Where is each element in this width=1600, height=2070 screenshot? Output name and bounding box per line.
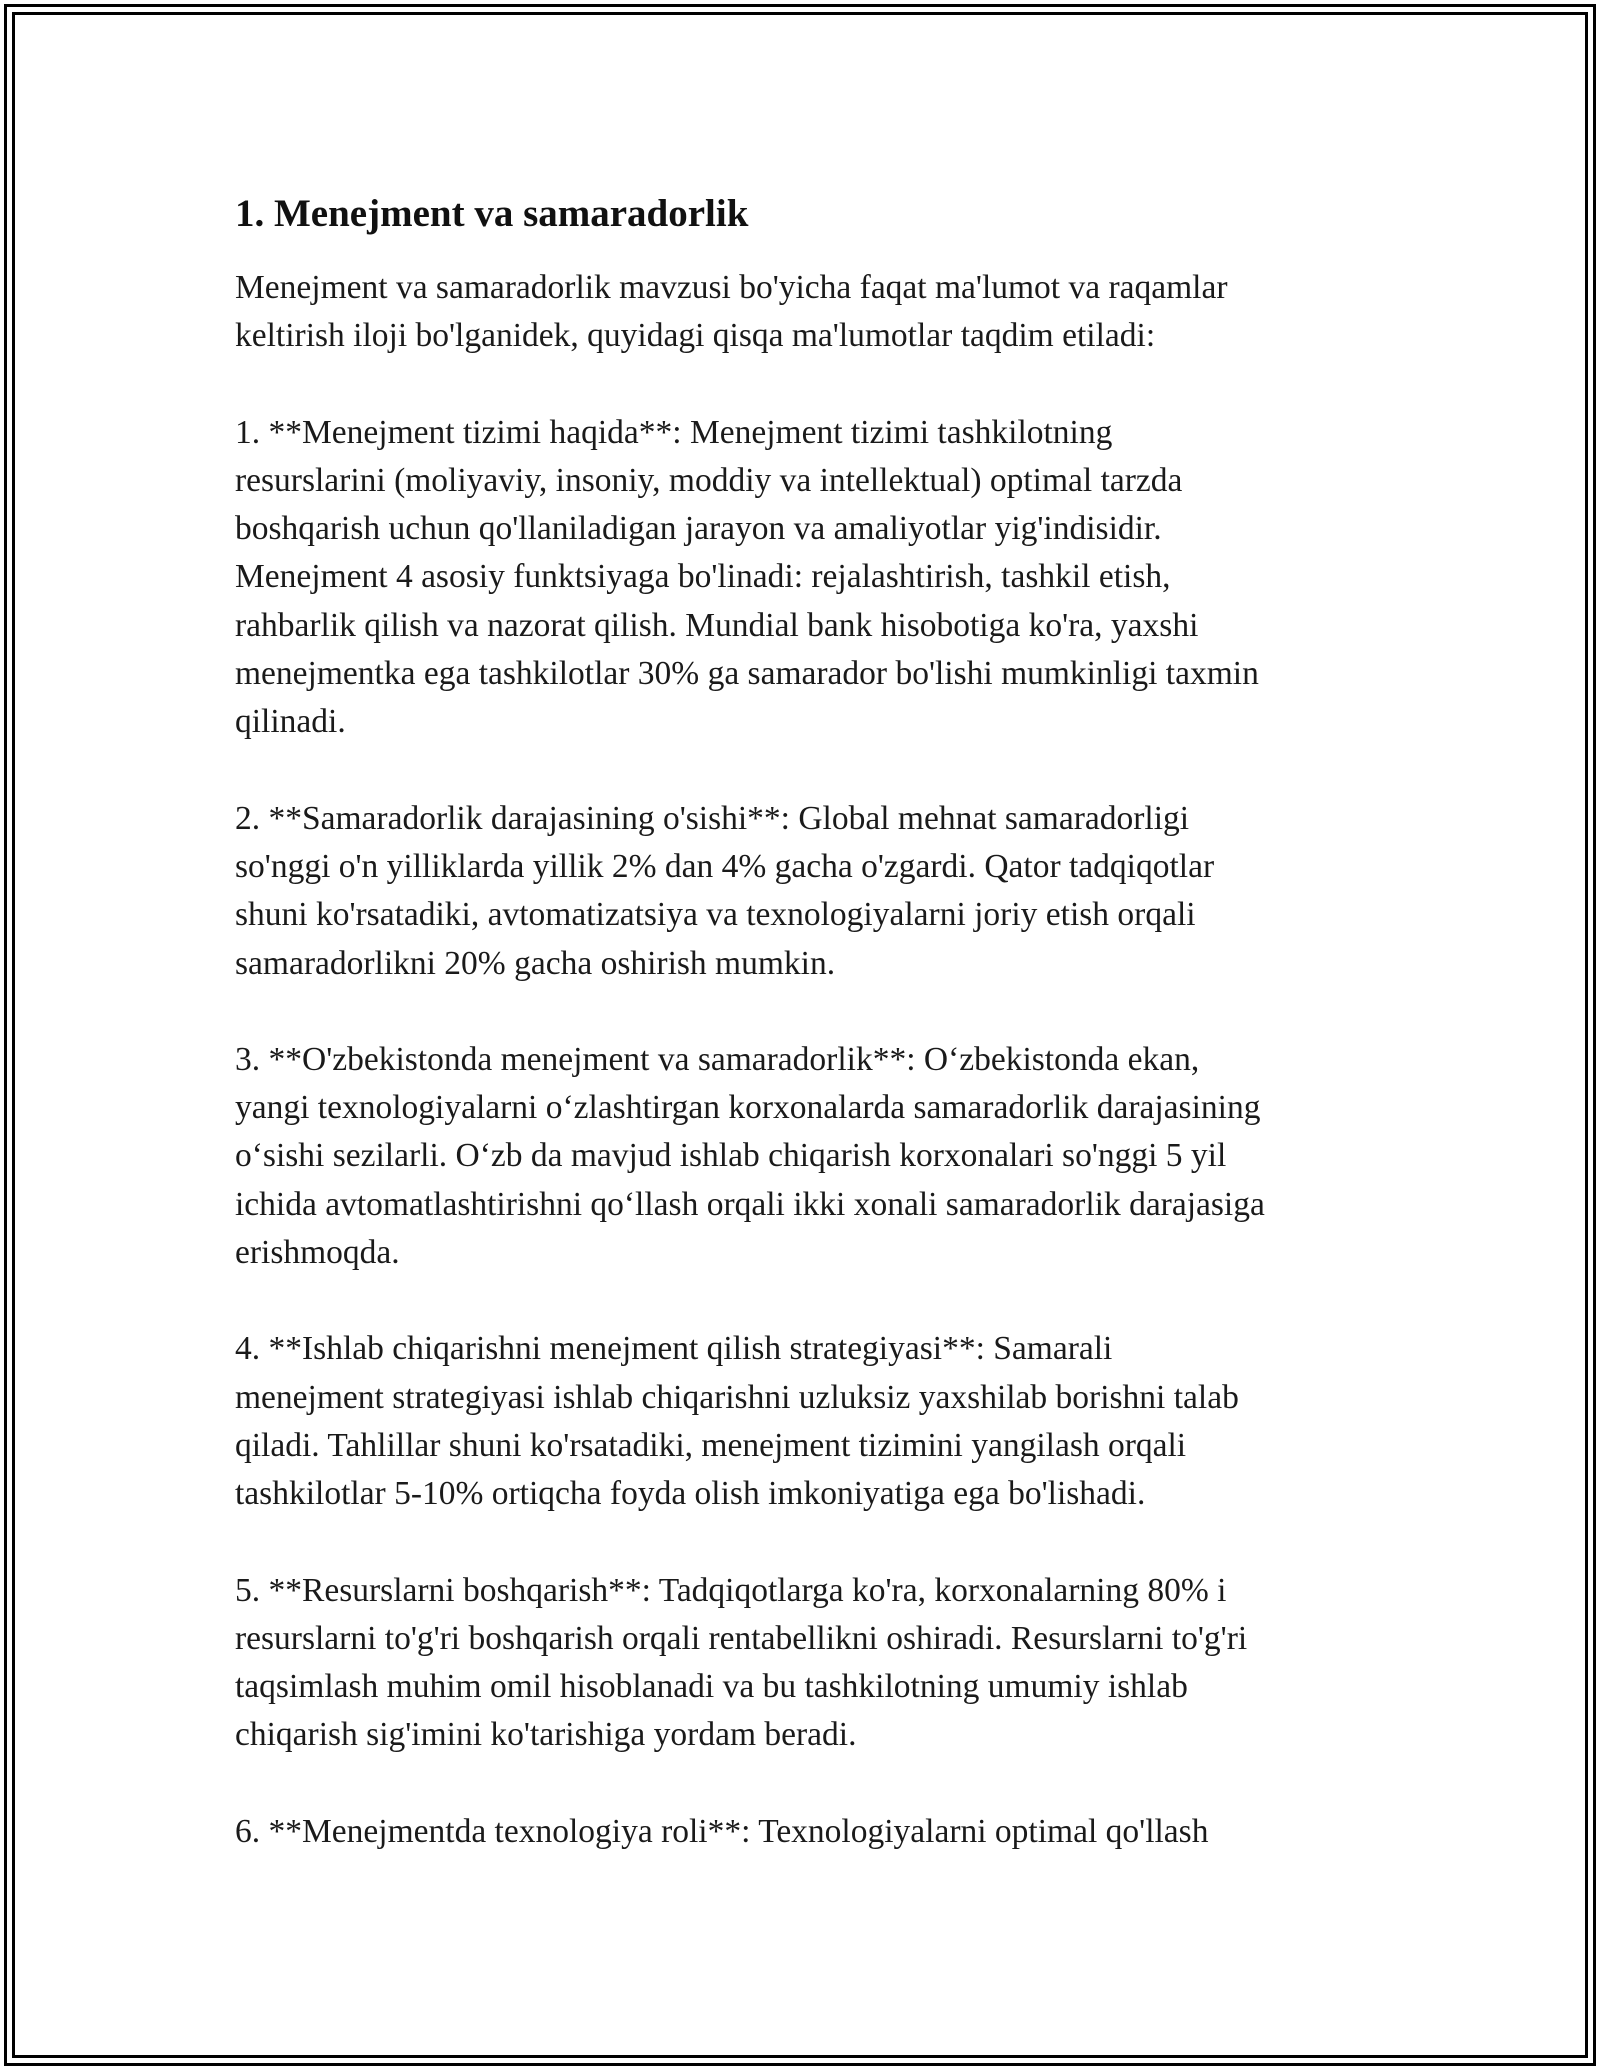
paragraph-resurslarni-boshqarish: 5. **Resurslarni boshqarish**: Tadqiqotlarga ko'ra, korxonalarning 80% i resurslarni to'g'ri boshqarish orqali rentabellikni oshiradi. Resurslarni to'g'ri taqsimlash muhim omil hisoblanadi va bu tashkilotning umumiy ishlab chiqarish sig'imini ko'tarishiga yordam beradi. xyxy=(235,1571,1248,1754)
paragraph-ozbekistonda: 3. **O'zbekistonda menejment va samaradorlik**: O‘zbekistonda ekan, yangi texnologiyalarni o‘zlashtirgan korxonalarda samaradorlik darajasining o‘sishi sezilarli. O‘zb da mavjud ishlab chiqarish korxonalari so'nggi 5 yil ichida avtomatlashtirishni qo‘llash orqali ikki xonali samaradorlik darajasiga erishmoqda. xyxy=(235,1040,1265,1272)
paragraph-samaradorlik-osishi: 2. **Samaradorlik darajasining o'sishi**: Global mehnat samaradorligi so'nggi o'n yilliklarda yillik 2% dan 4% gacha o'zgardi. Qator tadqiqotlar shuni ko'rsatadiki, avtomatizatsiya va texnologiyalarni joriy etish orqali samaradorlikni 20% gacha oshirish mumkin. xyxy=(235,799,1215,982)
document-title: 1. Menejment va samaradorlik xyxy=(235,192,749,235)
intro-paragraph: Menejment va samaradorlik mavzusi bo'yicha faqat ma'lumot va raqamlar keltirish iloji bo'lganidek, quyidagi qisqa ma'lumotlar taqdim etiladi: xyxy=(235,269,1228,355)
paragraph-ishlab-chiqarish-strategiyasi: 4. **Ishlab chiqarishni menejment qilish strategiyasi**: Samarali menejment strategiyasi ishlab chiqarishni uzluksiz yaxshilab borishni talab qiladi. Tahlillar shuni ko'rsatadiki, menejment tizimini yangilash orqali tashkilotlar 5-10% ortiqcha foyda olish imkoniyatiga ega bo'lishadi. xyxy=(235,1330,1239,1513)
document-body xyxy=(235,186,1385,1904)
paragraph-menejment-tizimi: 1. **Menejment tizimi haqida**: Menejment tizimi tashkilotning resurslarini (moliyaviy, insoniy, moddiy va intellektual) optimal tarzda boshqarish uchun qo'llaniladigan jarayon va amaliyotlar yig'indisidir. Menejment 4 asosiy funktsiyaga bo'linadi: rejalashtirish, tashkil etish, rahbarlik qilish va nazorat qilish. Mundial bank hisobotiga ko'ra, yaxshi menejmentka ega tashkilotlar 30% ga samarador bo'lishi mumkinligi taxmin qilinadi. xyxy=(235,413,1259,741)
paragraph-texnologiya-roli: 6. **Menejmentda texnologiya roli**: Texnologiyalarni optimal qo'llash xyxy=(235,1812,1209,1850)
